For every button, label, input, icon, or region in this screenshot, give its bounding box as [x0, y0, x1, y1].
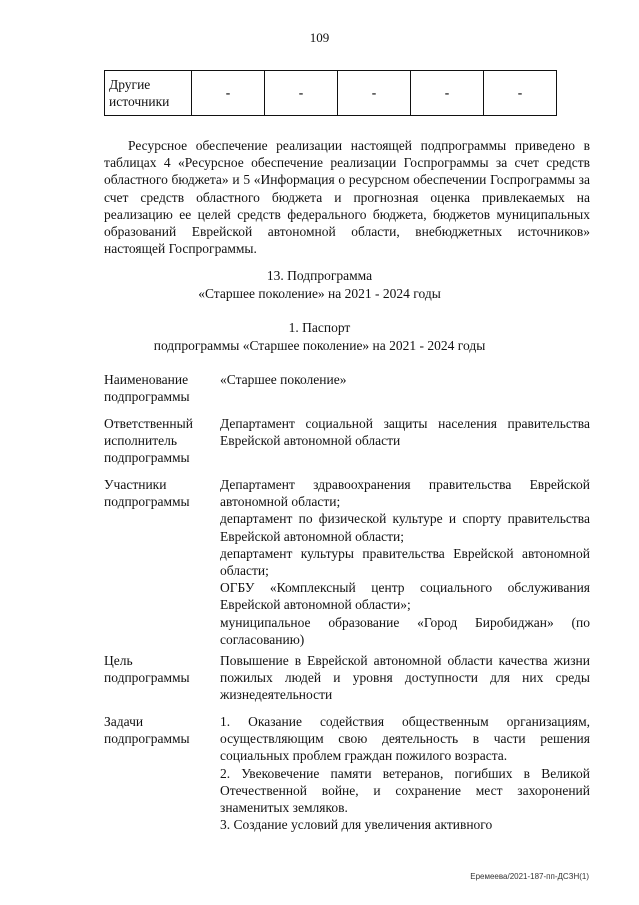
passport-title: 1. Паспорт: [288, 320, 351, 335]
sources-value: -: [411, 71, 484, 116]
resource-paragraph: Ресурсное обеспечение реализации настоящей подпрограммы приведено в таблицах 4 «Ресурсное обеспечение реализации Госпрограммы за счет средств областного бюджета» и 5 «Информация о ресурсном обеспечении Госпрограммы за счет средств областного бюджета и прогнозная оценка привлекаемых на реализацию ее целей средств федерального бюджета, бюджетов муниципальных образований Еврейской автономной области, внебюджетных источников» настоящей Госпрограммы.: [104, 138, 590, 257]
sources-value: -: [484, 71, 557, 116]
participant-item: департамент по физической культуре и спорту правительства Еврейской автономной области;: [220, 511, 590, 544]
row-value: Департамент социальной защиты населения правительства Еврейской автономной области: [220, 416, 590, 449]
document-code: Еремеева/2021-187-пп-ДСЗН(1): [470, 872, 589, 881]
passport-subtitle: подпрограммы «Старшее поколение» на 2021 - 2024 годы: [153, 338, 486, 353]
participant-item: ОГБУ «Комплексный центр социального обслуживания Еврейской автономной области»;: [220, 580, 590, 613]
section-subtitle: «Старшее поколение» на 2021 - 2024 годы: [198, 286, 441, 301]
task-item: 1. Оказание содействия общественным организациям, осуществляющим свою деятельность в части решения социальных проблем граждан пожилого возраста.: [220, 714, 590, 764]
participant-item: Департамент здравоохранения правительства Еврейской автономной области;: [220, 477, 590, 510]
row-value: Повышение в Еврейской автономной области качества жизни пожилых людей и уровня доступности для них среды жизнедеятельности: [220, 653, 590, 703]
section-title: 13. Подпрограмма: [266, 268, 373, 283]
sources-value: -: [265, 71, 338, 116]
sources-table: [104, 70, 557, 116]
table-row: [105, 71, 557, 116]
row-label: Участники подпрограммы: [104, 477, 190, 510]
sources-value: -: [192, 71, 265, 116]
sources-label: Другие источники: [105, 71, 192, 116]
row-label: Цель подпрограммы: [104, 653, 190, 686]
sources-value: -: [338, 71, 411, 116]
task-item: 3. Создание условий для увеличения активного: [220, 817, 493, 833]
participant-item: департамент культуры правительства Еврейской автономной области;: [220, 545, 590, 579]
row-label: Ответственный исполнитель подпрограммы: [104, 416, 193, 466]
row-value: [220, 476, 590, 648]
row-label: Наименование подпрограммы: [104, 372, 190, 405]
page-number: 109: [309, 30, 330, 45]
task-item: 2. Увековечение памяти ветеранов, погибших в Великой Отечественной войне, и сохранение мест захоронений знаменитых земляков.: [220, 765, 590, 816]
row-value: [220, 713, 590, 833]
participant-item: муниципальное образование «Город Биробиджан» (по согласованию): [220, 614, 590, 647]
row-value: «Старшее поколение»: [220, 372, 347, 387]
row-label: Задачи подпрограммы: [104, 714, 190, 747]
